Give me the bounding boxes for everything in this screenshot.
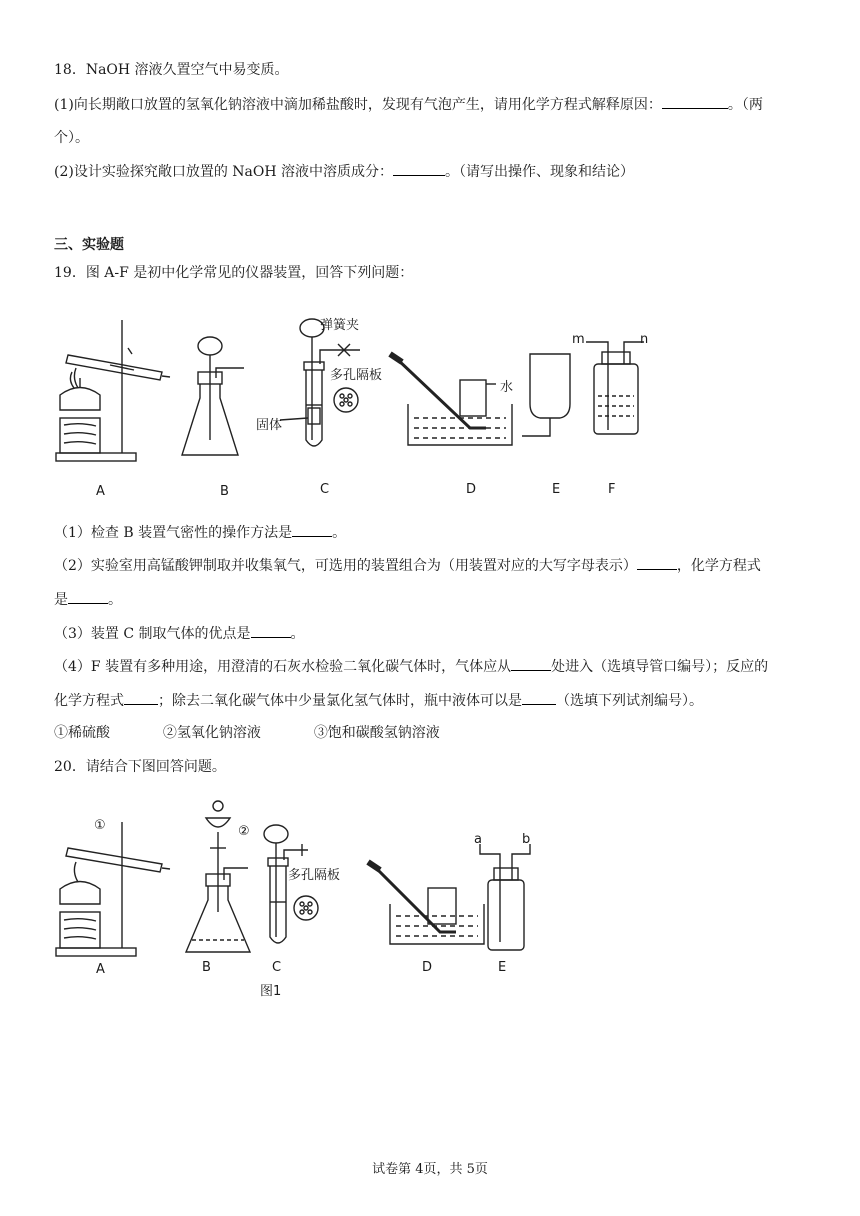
q19-sub1 — [54, 522, 346, 543]
q19-sub4-cont-text: 化学方程式 — [54, 693, 124, 709]
q19-sub4-cont-mid: ；除去二氧化碳气体中少量氯化氢气体时，瓶中液体可以是 — [158, 693, 522, 709]
q18-part2 — [54, 161, 634, 182]
q18-part2-text: (2)设计实验探究敞口放置的 NaOH 溶液中溶质成分： — [54, 164, 394, 180]
q18-part1 — [54, 94, 763, 115]
q20-figure — [50, 792, 570, 1002]
q19-sub4-cont-tail: （选填下列试剂编号）。 — [556, 693, 703, 709]
porous-plate-label: 多孔隔板 — [288, 868, 341, 883]
apparatus-label-b: B — [220, 484, 229, 499]
q19-sub4-cont — [54, 690, 703, 711]
option-1: ①稀硫酸 — [54, 725, 110, 741]
answer-blank[interactable] — [124, 690, 158, 705]
apparatus-d — [390, 354, 512, 445]
q19-sub4-text: （4）F 装置有多种用途，用澄清的石灰水检验二氧化碳气体时，气体应从 — [54, 659, 512, 675]
q20-title: 20．请结合下图回答问题。 — [54, 759, 226, 775]
port-a-label: a — [474, 832, 482, 847]
q19-sub3-tail: 。 — [290, 626, 305, 642]
figure-caption: 图1 — [260, 984, 282, 999]
page-footer: 试卷第 4页，共 5页 — [372, 1162, 488, 1177]
q19-options — [54, 723, 440, 743]
q19-sub3 — [54, 623, 305, 644]
q19-sub1-text: （1）检查 B 装置气密性的操作方法是 — [54, 525, 293, 541]
fig1-label-a: A — [96, 962, 105, 977]
apparatus-e — [522, 354, 570, 436]
fig1-apparatus-d — [368, 862, 484, 944]
q18-part1-tail: 。（两 — [727, 97, 763, 113]
q19-sub2-text: （2）实验室用高锰酸钾制取并收集氧气，可选用的装置组合为（用装置对应的大写字母表示） — [54, 558, 637, 574]
q19-sub3-text: （3）装置 C 制取气体的优点是 — [54, 626, 251, 642]
answer-blank[interactable] — [251, 623, 291, 638]
solid-label: 固体 — [256, 418, 283, 433]
q18-part2-tail: 。（请写出操作、现象和结论） — [445, 164, 635, 180]
apparatus-f — [586, 342, 644, 434]
fig1-apparatus-c — [264, 825, 318, 943]
answer-blank[interactable] — [393, 161, 445, 176]
q19-sub2 — [54, 555, 761, 576]
q19-sub2-cont-tail: 。 — [108, 592, 122, 608]
q19-sub4-mid: 处进入（选填导管口编号）；反应的 — [551, 659, 769, 675]
apparatus-label-a: A — [96, 484, 105, 499]
section-title: 三、实验题 — [54, 237, 124, 253]
q19-sub4 — [54, 656, 768, 677]
q18-part1-cont: 个）。 — [54, 130, 89, 146]
port-m-label: m — [572, 332, 585, 347]
apparatus-label-e: E — [552, 482, 561, 497]
fig1-label-d: D — [422, 960, 433, 975]
port-b-label: b — [522, 832, 531, 847]
q19-sub1-tail: 。 — [332, 525, 347, 541]
answer-blank[interactable] — [68, 589, 108, 604]
fig1-apparatus-e — [480, 844, 530, 950]
answer-blank[interactable] — [637, 555, 677, 570]
q18-part1-text: (1)向长期敞口放置的氢氧化钠溶液中滴加稀盐酸时，发现有气泡产生，请用化学方程式解释原因： — [54, 97, 662, 113]
q19-title: 19．图 A-F 是初中化学常见的仪器装置，回答下列问题： — [54, 265, 414, 281]
spring-clip-label: 弹簧夹 — [320, 318, 360, 333]
apparatus-label-c: C — [320, 482, 330, 497]
fig1-apparatus-a — [56, 822, 170, 956]
water-label: 水 — [500, 380, 514, 395]
q19-sub2-tail: ，化学方程式 — [676, 558, 761, 574]
q19-figure — [50, 300, 690, 505]
answer-blank[interactable] — [511, 656, 551, 671]
answer-blank[interactable] — [662, 94, 728, 109]
apparatus-b — [182, 337, 244, 455]
apparatus-label-f: F — [608, 482, 616, 497]
answer-blank[interactable] — [292, 522, 332, 537]
answer-blank[interactable] — [522, 690, 556, 705]
mark-1-label: ① — [94, 818, 106, 833]
mark-2-label: ② — [238, 824, 250, 839]
port-n-label: n — [640, 332, 649, 347]
q19-sub2-cont-text: 是 — [54, 592, 68, 608]
option-2: ②氢氧化钠溶液 — [162, 725, 261, 741]
fig1-label-e: E — [498, 960, 507, 975]
option-3: ③饱和碳酸氢钠溶液 — [313, 725, 440, 741]
porous-plate-label: 多孔隔板 — [330, 368, 383, 383]
q18-title: 18．NaOH 溶液久置空气中易变质。 — [54, 62, 289, 78]
apparatus-a — [56, 320, 170, 461]
apparatus-label-d: D — [466, 482, 477, 497]
fig1-label-c: C — [272, 960, 282, 975]
q19-sub2-cont — [54, 589, 122, 610]
fig1-label-b: B — [202, 960, 211, 975]
